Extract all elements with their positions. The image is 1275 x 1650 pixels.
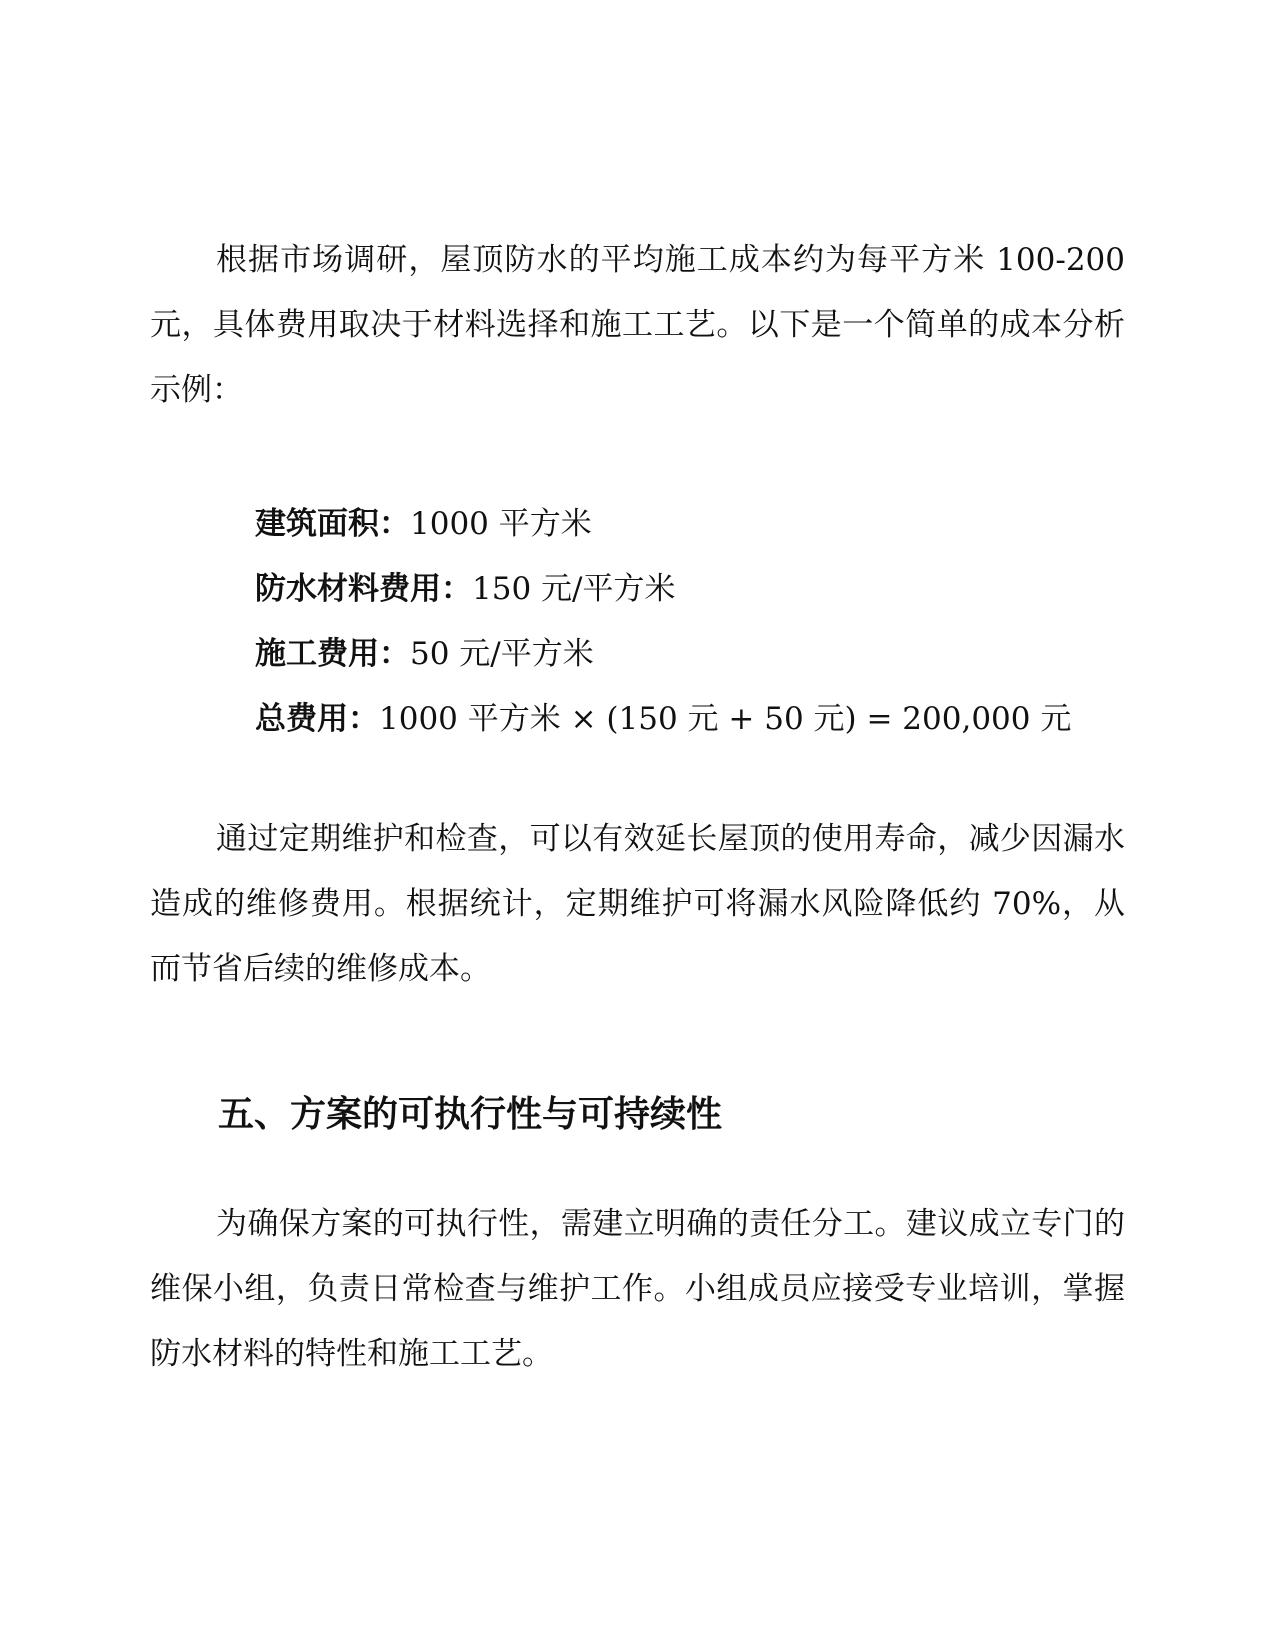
- section-heading: 五、方案的可执行性与可持续性: [218, 1094, 723, 1135]
- total-cost-value: 1000 平方米 × (150 元 + 50 元) = 200,000 元: [379, 701, 1072, 737]
- list-item: [255, 557, 1135, 622]
- construction-cost-label: 施工费用：: [255, 636, 410, 672]
- material-cost-label: 防水材料费用：: [255, 571, 472, 607]
- material-cost-value: 150 元/平方米: [472, 571, 676, 607]
- cost-intro-paragraph: 根据市场调研，屋顶防水的平均施工成本约为每平方米 100-200 元，具体费用取决于材料选择和施工工艺。以下是一个简单的成本分析示例：: [150, 242, 1125, 408]
- building-area-label: 建筑面积：: [255, 506, 410, 542]
- cost-analysis-list: [255, 492, 1135, 752]
- total-cost-label: 总费用：: [255, 701, 379, 737]
- feasibility-paragraph: 为确保方案的可执行性，需建立明确的责任分工。建议成立专门的维保小组，负责日常检查与维护工作。小组成员应接受专业培训，掌握防水材料的特性和施工工艺。: [150, 1206, 1125, 1372]
- list-item: [255, 687, 1135, 752]
- list-item: [255, 492, 1135, 557]
- list-item: [255, 622, 1135, 687]
- maintenance-paragraph: 通过定期维护和检查，可以有效延长屋顶的使用寿命，减少因漏水造成的维修费用。根据统计，定期维护可将漏水风险降低约 70%，从而节省后续的维修成本。: [150, 821, 1125, 987]
- building-area-value: 1000 平方米: [410, 506, 592, 542]
- construction-cost-value: 50 元/平方米: [410, 636, 594, 672]
